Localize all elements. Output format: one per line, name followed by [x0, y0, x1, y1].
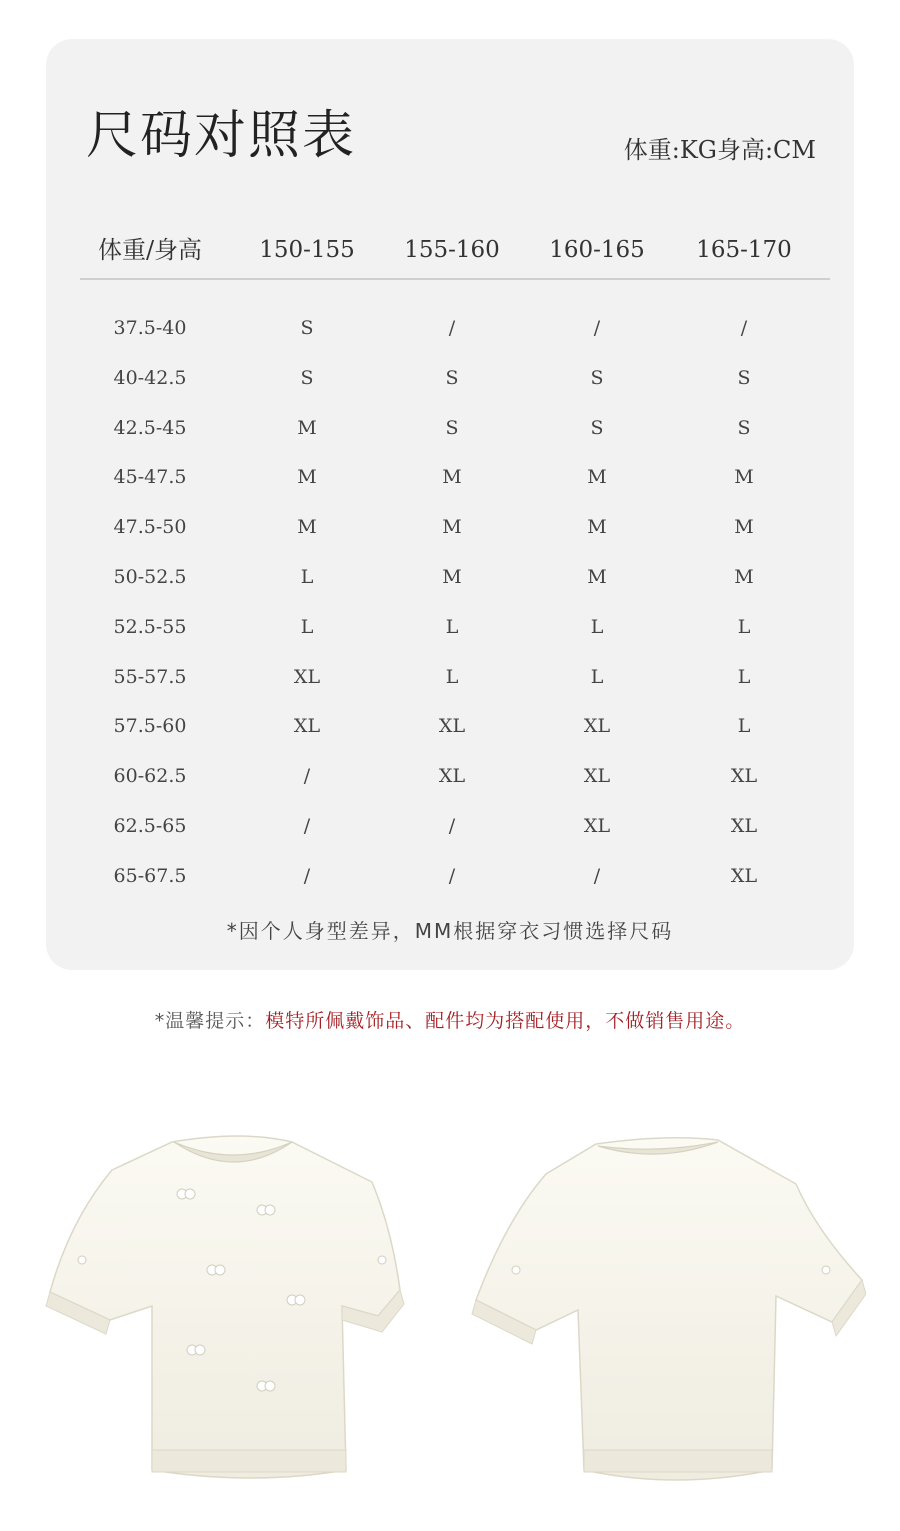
table-row	[80, 553, 830, 603]
size-cell: L	[737, 715, 751, 738]
size-cell: S	[737, 366, 751, 389]
size-cell: M	[297, 416, 317, 439]
size-cell: S	[300, 366, 314, 389]
size-table	[80, 222, 830, 902]
size-cell: S	[445, 366, 459, 389]
header-weight-height: 体重/身高	[97, 236, 203, 264]
size-cell: /	[593, 864, 601, 887]
size-cell: /	[303, 864, 311, 887]
weight-cell: 50-52.5	[113, 565, 187, 588]
size-cell: M	[587, 466, 607, 489]
size-cell: M	[587, 565, 607, 588]
size-cell: S	[590, 366, 604, 389]
size-cell: /	[303, 765, 311, 788]
size-cell: L	[737, 665, 751, 688]
header-height-150-155: 150-155	[259, 237, 355, 263]
header-height-155-160: 155-160	[404, 237, 500, 263]
size-cell: M	[442, 466, 462, 489]
size-cell: S	[300, 317, 314, 339]
table-row	[80, 304, 830, 354]
size-cell: M	[442, 565, 462, 588]
weight-cell: 62.5-65	[113, 814, 187, 837]
size-cell: XL	[730, 864, 758, 887]
size-cell: L	[737, 615, 751, 638]
size-cell: XL	[730, 814, 758, 837]
size-cell: M	[297, 516, 317, 539]
size-cell: S	[445, 416, 459, 439]
size-cell: M	[442, 516, 462, 539]
size-cell: XL	[438, 715, 466, 738]
weight-cell: 65-67.5	[113, 864, 187, 887]
warm-tip	[0, 1006, 900, 1036]
size-cell: L	[300, 565, 314, 588]
size-cell: /	[448, 864, 456, 887]
table-row	[80, 852, 830, 902]
tip-message: 模特所佩戴饰品、配件均为搭配使用，不做销售用途。	[265, 1010, 746, 1032]
table-row	[80, 503, 830, 553]
size-cell: XL	[438, 765, 466, 788]
header-height-165-170: 165-170	[696, 237, 792, 263]
table-row	[80, 404, 830, 454]
weight-cell: 45-47.5	[113, 466, 187, 489]
size-cell: M	[734, 516, 754, 539]
size-cell: L	[590, 665, 604, 688]
table-row	[80, 354, 830, 404]
weight-cell: 55-57.5	[113, 665, 187, 688]
table-row	[80, 603, 830, 653]
weight-cell: 40-42.5	[113, 366, 187, 389]
sweater-body	[50, 1136, 400, 1478]
size-cell: S	[590, 416, 604, 439]
size-cell: M	[297, 466, 317, 489]
weight-cell: 42.5-45	[113, 416, 187, 439]
sweater-back-image	[466, 1120, 866, 1510]
size-cell: /	[448, 814, 456, 837]
size-cell: L	[590, 615, 604, 638]
weight-cell: 47.5-50	[113, 516, 187, 539]
size-cell: L	[300, 615, 314, 638]
size-cell: XL	[730, 765, 758, 788]
page-title: 尺码对照表	[86, 106, 357, 166]
size-cell: XL	[583, 814, 611, 837]
size-cell: /	[448, 317, 456, 339]
table-row	[80, 752, 830, 802]
weight-cell: 60-62.5	[113, 765, 187, 788]
size-cell: /	[740, 317, 748, 339]
size-cell: M	[734, 466, 754, 489]
weight-cell: 37.5-40	[113, 317, 187, 339]
unit-note: 体重:KG身高:CM	[623, 136, 816, 164]
size-cell: XL	[583, 765, 611, 788]
size-cell: S	[737, 416, 751, 439]
table-row	[80, 802, 830, 852]
table-body	[80, 304, 830, 902]
size-cell: L	[445, 665, 459, 688]
size-cell: /	[593, 317, 601, 339]
hem-rib	[152, 1450, 346, 1472]
tip-label: *温馨提示：	[154, 1010, 266, 1032]
table-row	[80, 653, 830, 703]
size-cell: /	[303, 814, 311, 837]
weight-cell: 52.5-55	[113, 615, 187, 638]
fit-footnote: *因个人身型差异，MM根据穿衣习惯选择尺码	[226, 919, 674, 943]
size-cell: M	[734, 565, 754, 588]
weight-cell: 57.5-60	[113, 715, 187, 738]
table-header-row	[80, 222, 830, 280]
size-cell: XL	[293, 665, 321, 688]
size-cell: XL	[293, 715, 321, 738]
hem-rib	[584, 1450, 772, 1472]
sweater-front-image	[42, 1120, 442, 1510]
size-cell: L	[445, 615, 459, 638]
table-row	[80, 453, 830, 503]
table-row	[80, 702, 830, 752]
header-height-160-165: 160-165	[549, 237, 645, 263]
sweater-body	[476, 1138, 862, 1480]
size-cell: XL	[583, 715, 611, 738]
size-cell: M	[587, 516, 607, 539]
